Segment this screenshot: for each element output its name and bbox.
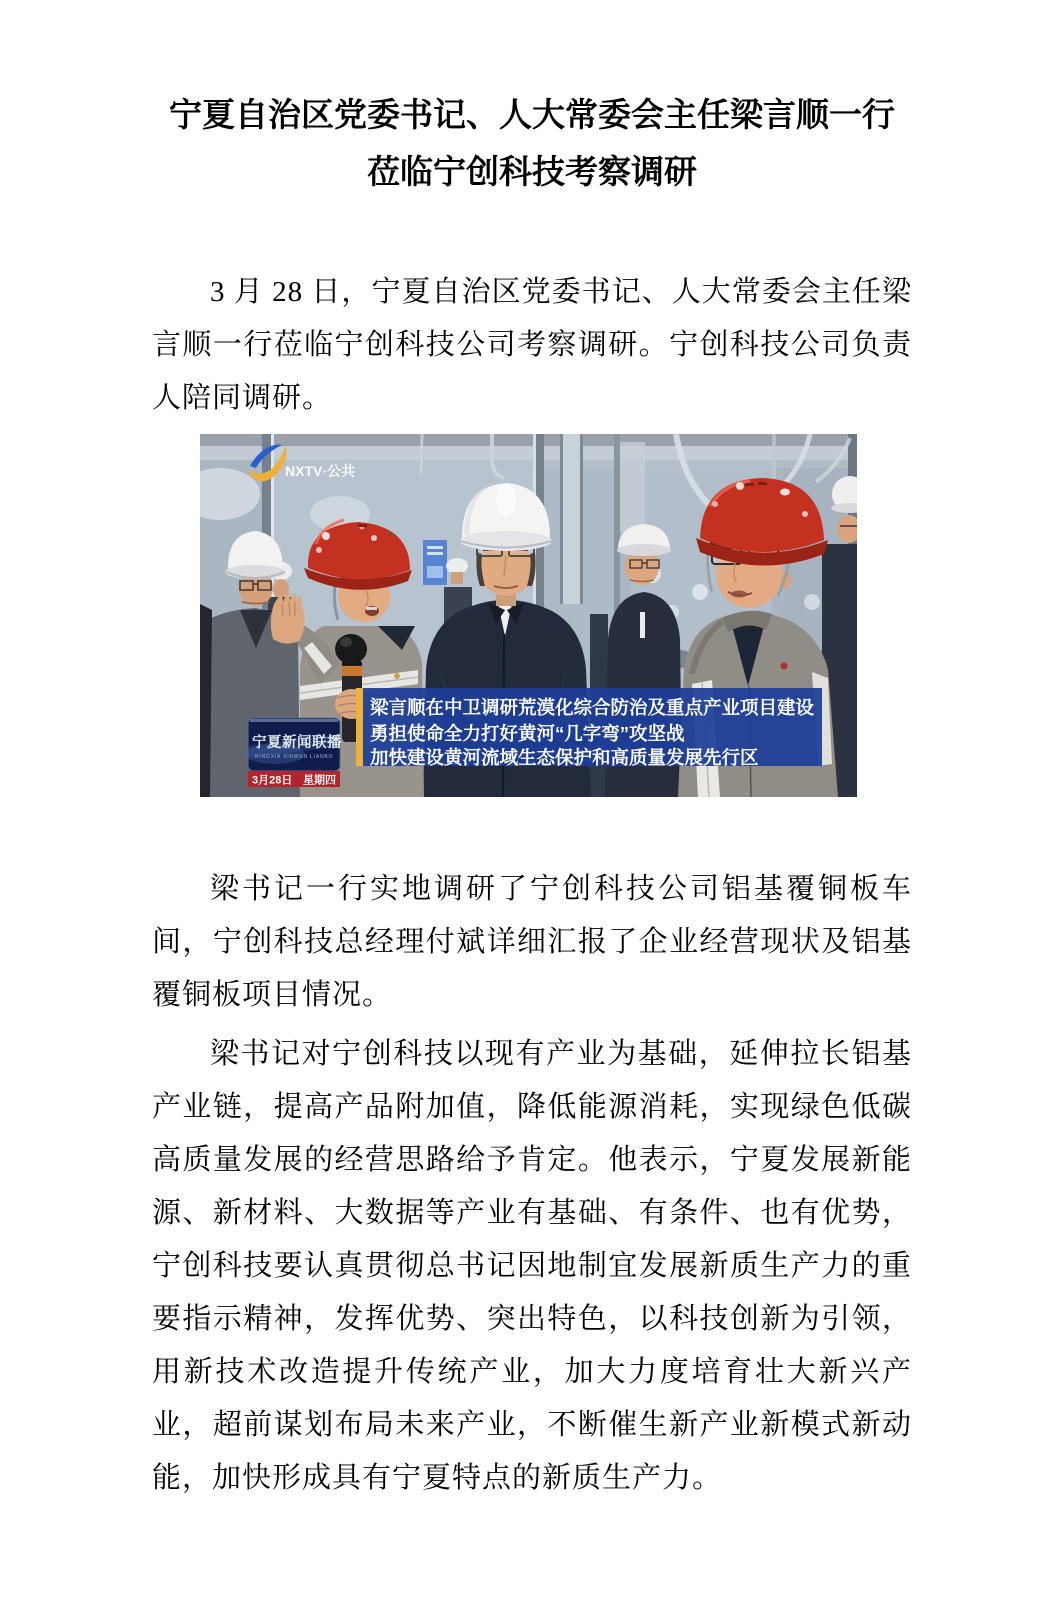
program-badge-text: 宁夏新闻联播	[252, 735, 342, 751]
wall-poster	[423, 540, 447, 585]
subtitle-line-3: 加快建设黄河流域生态保护和高质量发展先行区	[370, 747, 759, 768]
body-paragraph-3: 梁书记对宁创科技以现有产业为基础，延伸拉长铝基产业链，提高产品附加值，降低能源消耗，实现绿色低碳高质量发展的经营思路给予肯定。他表示，宁夏发展新能源、新材料、大数据等产业有基础、有条件、也有优势，宁创科技要认真贯彻总书记因地制宜发展新质生产力的重要指示精神，发挥优势、突出特色，以科技创新为引领，用新技术改造提升传统产业，加大力度培育壮大新兴产业，超前谋划布局未来产业，不断催生新产业新模式新动能，加快形成具有宁夏特点的新质生产力。	[152, 1038, 912, 1494]
subtitle-banner	[356, 688, 822, 768]
news-video-still[interactable]	[200, 434, 857, 797]
date-bar	[248, 771, 340, 787]
subtitle-line-2: 勇担使命全力打好黄河“几字弯”攻坚战	[370, 723, 685, 744]
article-title-line-1: 宁夏自治区党委书记、人大常委会主任梁言顺一行	[169, 98, 895, 134]
date-text: 3月28日	[252, 774, 293, 787]
program-badge	[245, 718, 342, 771]
channel-logo-text: NXTV·公共	[285, 463, 355, 479]
subtitle-line-1: 梁言顺在中卫调研荒漠化综合防治及重点产业项目建设	[370, 697, 815, 718]
weekday-text: 星期四	[303, 774, 336, 787]
article-title-line-2: 莅临宁创科技考察调研	[367, 155, 697, 191]
program-badge-subtext: NINGXIA XINWEN LIANBO	[255, 754, 334, 760]
article-title	[152, 88, 912, 202]
body-paragraph-2: 梁书记一行实地调研了宁创科技公司铝基覆铜板车间，宁创科技总经理付斌详细汇报了企业经营现状及铝基覆铜板项目情况。	[152, 873, 912, 1011]
foreground-edge-shadow	[200, 604, 212, 797]
subtitle-accent-bar	[356, 688, 363, 766]
body-paragraph-1: 3 月 28 日，宁夏自治区党委书记、人大常委会主任梁言顺一行莅临宁创科技公司考察调研。宁创科技公司负责人陪同调研。	[152, 276, 912, 414]
